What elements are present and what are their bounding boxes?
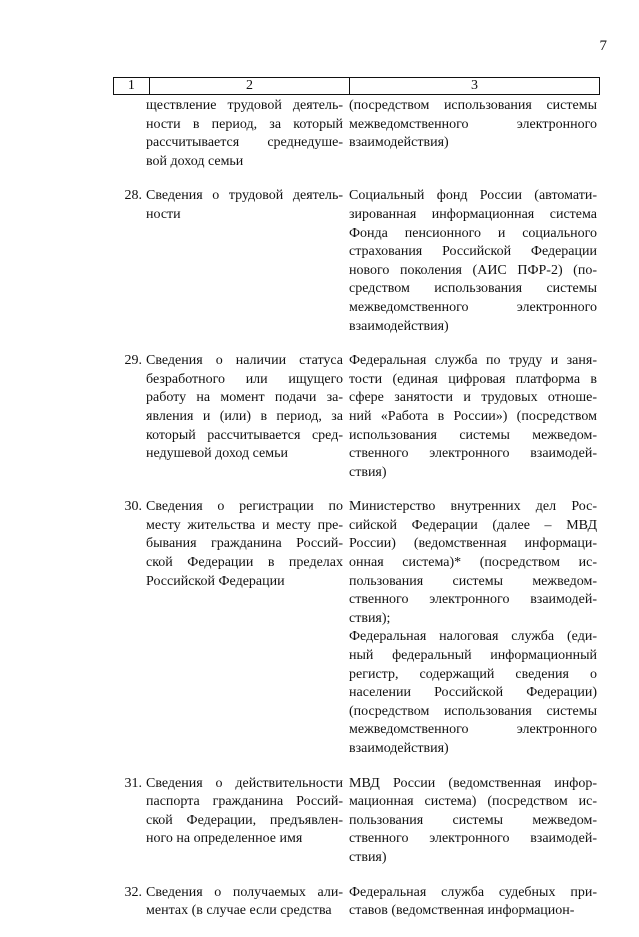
info-description-cell [146, 498, 349, 591]
header-col-3: 3 [471, 78, 479, 93]
row-number: 31. [124, 775, 142, 791]
source-line: Фонда пенсионного и социального [349, 225, 597, 241]
source-line: Министерство внутренних дел Рос- [349, 499, 597, 515]
info-line: ществление трудовой деятель- [146, 98, 343, 113]
source-line: России) (ведомственная информаци- [349, 536, 597, 552]
info-line: бывания гражданина Россий- [146, 536, 343, 552]
info-description-cell [146, 775, 349, 849]
source-line: нового поколения (АИС ПФР-2) (по- [349, 262, 597, 278]
info-description-cell [146, 187, 349, 224]
info-line: ментах (в случае если средства [146, 903, 332, 919]
row-number: 28. [124, 188, 142, 204]
source-cell [349, 884, 597, 921]
source-line: (посредством использования системы [349, 703, 597, 719]
source-line: межведомственного электронного [349, 116, 597, 132]
info-line: ного на определенное имя [146, 831, 303, 847]
source-line: страхования Российской Федерации [349, 244, 597, 260]
source-line: взаимодействия) [349, 741, 449, 756]
source-line: ный федеральный информационный [349, 648, 597, 664]
source-cell [349, 97, 597, 153]
source-line: ственного электронного взаимодей- [349, 831, 597, 847]
source-line: межведомственного электронного [349, 722, 597, 738]
source-cell [349, 498, 597, 758]
source-line: (посредством использования системы [349, 98, 597, 113]
info-line: недушевой доход семьи [146, 446, 288, 462]
header-col-1: 1 [114, 78, 150, 94]
info-line: Сведения о получаемых али- [146, 884, 343, 900]
source-line: населении Российской Федерации) [349, 685, 597, 701]
table-row [113, 884, 603, 921]
table-body [113, 97, 603, 937]
source-line: Федеральная служба по труду и заня- [349, 353, 597, 369]
source-line: межведомственного электронного [349, 299, 597, 315]
source-line: ствия) [349, 464, 387, 480]
info-description-cell [146, 884, 349, 921]
info-line: ности [146, 206, 181, 222]
info-line: Сведения о трудовой деятель- [146, 188, 343, 204]
row-number: 32. [124, 884, 142, 900]
header-col-2: 2 [150, 78, 350, 94]
table-row [113, 352, 603, 482]
source-line: тости (единая цифровая платформа в [349, 371, 597, 387]
source-line: онная система)* (посредством ис- [349, 555, 597, 571]
source-line: мационная система) (посредством ис- [349, 794, 597, 810]
source-line: Федеральная налоговая служба (еди- [349, 629, 597, 645]
source-line: использования системы межведом- [349, 427, 597, 443]
row-number: 29. [124, 353, 142, 369]
table-header-row [113, 77, 600, 95]
source-line: сийской Федерации (далее – МВД [349, 517, 597, 533]
info-line: Сведения о действительности [146, 775, 343, 791]
source-line: пользования системы межведом- [349, 812, 597, 828]
table-row [113, 97, 603, 171]
page-number: 7 [599, 38, 607, 54]
source-line: ний «Работа в России») (посредством [349, 408, 597, 424]
info-line: паспорта гражданина Россий- [146, 794, 343, 810]
info-line: ской Федерации, предъявлен- [146, 812, 343, 828]
info-line: работу на момент подачи за- [146, 390, 343, 406]
source-line: средством использования системы [349, 281, 597, 297]
table-row [113, 498, 603, 758]
source-line: взаимодействия) [349, 318, 449, 334]
source-line: пользования системы межведом- [349, 573, 597, 589]
info-description-cell [146, 97, 349, 171]
source-line: ствия); [349, 610, 391, 626]
source-line: зированная информационная система [349, 206, 597, 222]
row-number: 30. [124, 499, 142, 515]
info-description-cell [146, 352, 349, 464]
source-line: ставов (ведомственная информацион- [349, 903, 575, 919]
info-line: вой доход семьи [146, 153, 244, 169]
source-line: регистр, содержащий сведения о [349, 666, 597, 682]
info-line: безработного или ищущего [146, 371, 343, 387]
info-line: Российской Федерации [146, 573, 285, 589]
source-line: Социальный фонд России (автомати- [349, 188, 597, 204]
source-line: сфере занятости и трудовых отноше- [349, 390, 597, 406]
info-line: явления и (или) в период, за [146, 408, 343, 424]
source-line: ственного электронного взаимодей- [349, 446, 597, 462]
info-line: Сведения о регистрации по [146, 499, 343, 515]
table-row [113, 187, 603, 336]
source-line: Федеральная служба судебных при- [349, 884, 597, 900]
info-line: ской Федерации в пределах [146, 555, 343, 571]
info-line: месту жительства и месту пре- [146, 517, 343, 533]
info-line: Сведения о наличии статуса [146, 353, 343, 369]
source-line: МВД России (ведомственная инфор- [349, 775, 597, 791]
source-cell [349, 352, 597, 482]
info-line: ности в период, за который [146, 116, 343, 132]
source-line: ствия) [349, 849, 387, 865]
info-line: рассчитывается среднедуше- [146, 135, 343, 151]
table-row [113, 775, 603, 868]
source-cell [349, 187, 597, 336]
source-cell [349, 775, 597, 868]
source-line: ственного электронного взаимодей- [349, 592, 597, 608]
source-line: взаимодействия) [349, 135, 449, 151]
info-line: который рассчитывается сред- [146, 427, 343, 443]
